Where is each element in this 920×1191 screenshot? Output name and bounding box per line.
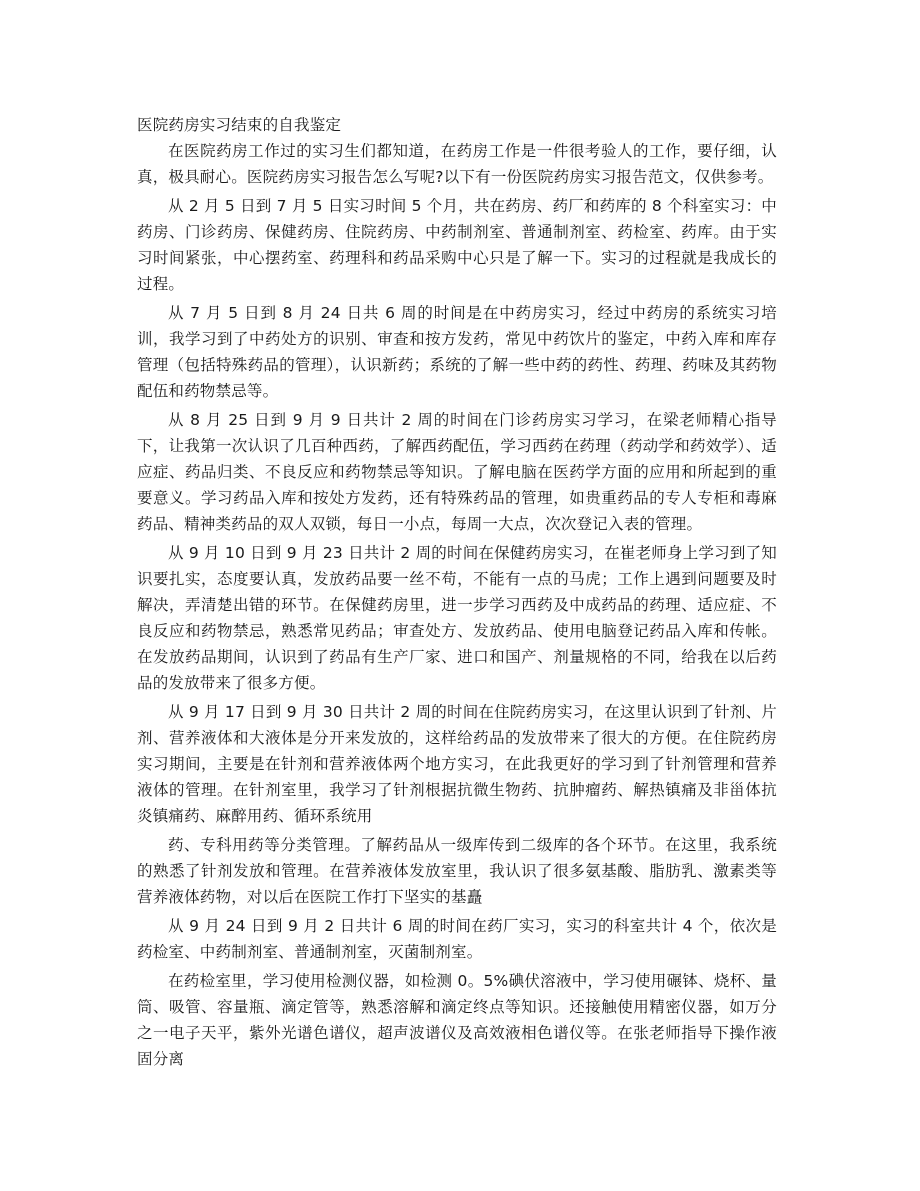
paragraph-intro: 在医院药房工作过的实习生们都知道，在药房工作是一件很考验人的工作，要仔细，认真，极具耐心。医院药房实习报告怎么写呢?以下有一份医院药房实习报告范文，仅供参考。 (137, 142, 777, 186)
paragraph-overview: 从 2 月 5 日到 7 月 5 日实习时间 5 个月，共在药房、药厂和药库的 8 个科室实习：中药房、门诊药房、保健药房、住院药房、中药制剂室、普通制剂室、药检室、药库。由于实习时间紧张，中心摆药室、药理科和药品采购中心只是了解一下。实习的过程就是我成长的过程。 (137, 197, 777, 293)
document-body (137, 112, 777, 1075)
paragraph-drug-inspection: 在药检室里，学习使用检测仪器，如检测 0。5%碘伏溶液中，学习使用碾钵、烧杯、量筒、吸管、容量瓶、滴定管等，熟悉溶解和滴定终点等知识。还接触使用精密仪器，如万分之一电子天平，紫外光谱色谱仪，超声波谱仪及高效液相色谱仪等。在张老师指导下操作液固分离 (137, 972, 777, 1068)
document-title: 医院药房实习结束的自我鉴定 (137, 116, 342, 134)
paragraph-outpatient-pharmacy: 从 8 月 25 日到 9 月 9 日共计 2 周的时间在门诊药房实习学习，在梁老师精心指导下，让我第一次认识了几百种西药，了解西药配伍，学习西药在药理（药动学和药效学）、适应症、药品归类、不良反应和药物禁忌等知识。了解电脑在医药学方面的应用和所起到的重要意义。学习药品入库和按处方发药，还有特殊药品的管理，如贵重药品的专人专柜和毒麻药品、精神类药品的双人双锁，每日一小点，每周一大点，次次登记入表的管理。 (137, 411, 777, 533)
paragraph-injection-management: 药、专科用药等分类管理。了解药品从一级库传到二级库的各个环节。在这里，我系统的熟悉了针剂发放和管理。在营养液体发放室里，我认识了很多氨基酸、脂肪乳、激素类等营养液体药物，对以后在医院工作打下坚实的基矗 (137, 836, 777, 906)
paragraph-healthcare-pharmacy: 从 9 月 10 日到 9 月 23 日共计 2 周的时间在保健药房实习，在崔老师身上学习到了知识要扎实，态度要认真，发放药品要一丝不苟，不能有一点的马虎；工作上遇到问题要及时解决，弄清楚出错的环节。在保健药房里，进一步学习西药及中成药品的药理、适应症、不良反应和药物禁忌，熟悉常见药品；审查处方、发放药品、使用电脑登记药品入库和传帐。在发放药品期间，认识到了药品有生产厂家、进口和国产、剂量规格的不同，给我在以后药品的发放带来了很多方便。 (137, 544, 777, 692)
paragraph-chinese-pharmacy: 从 7 月 5 日到 8 月 24 日共 6 周的时间是在中药房实习，经过中药房的系统实习培训，我学习到了中药处方的识别、审查和按方发药，常见中药饮片的鉴定，中药入库和库存管理（包括特殊药品的管理），认识新药；系统的了解一些中药的药性、药理、药味及其药物配伍和药物禁忌等。 (137, 304, 777, 400)
paragraph-inpatient-pharmacy: 从 9 月 17 日到 9 月 30 日共计 2 周的时间在住院药房实习，在这里认识到了针剂、片剂、营养液体和大液体是分开来发放的，这样给药品的发放带来了很大的方便。在住院药房实习期间，主要是在针剂和营养液体两个地方实习，在此我更好的学习到了针剂管理和营养液体的管理。在针剂室里，我学习了针剂根据抗微生物药、抗肿瘤药、解热镇痛及非甾体抗炎镇痛药、麻醉用药、循环系统用 (137, 703, 777, 825)
paragraph-pharmaceutical-factory: 从 9 月 24 日到 9 月 2 日共计 6 周的时间在药厂实习，实习的科室共计 4 个，依次是药检室、中药制剂室、普通制剂室，灭菌制剂室。 (137, 917, 777, 961)
